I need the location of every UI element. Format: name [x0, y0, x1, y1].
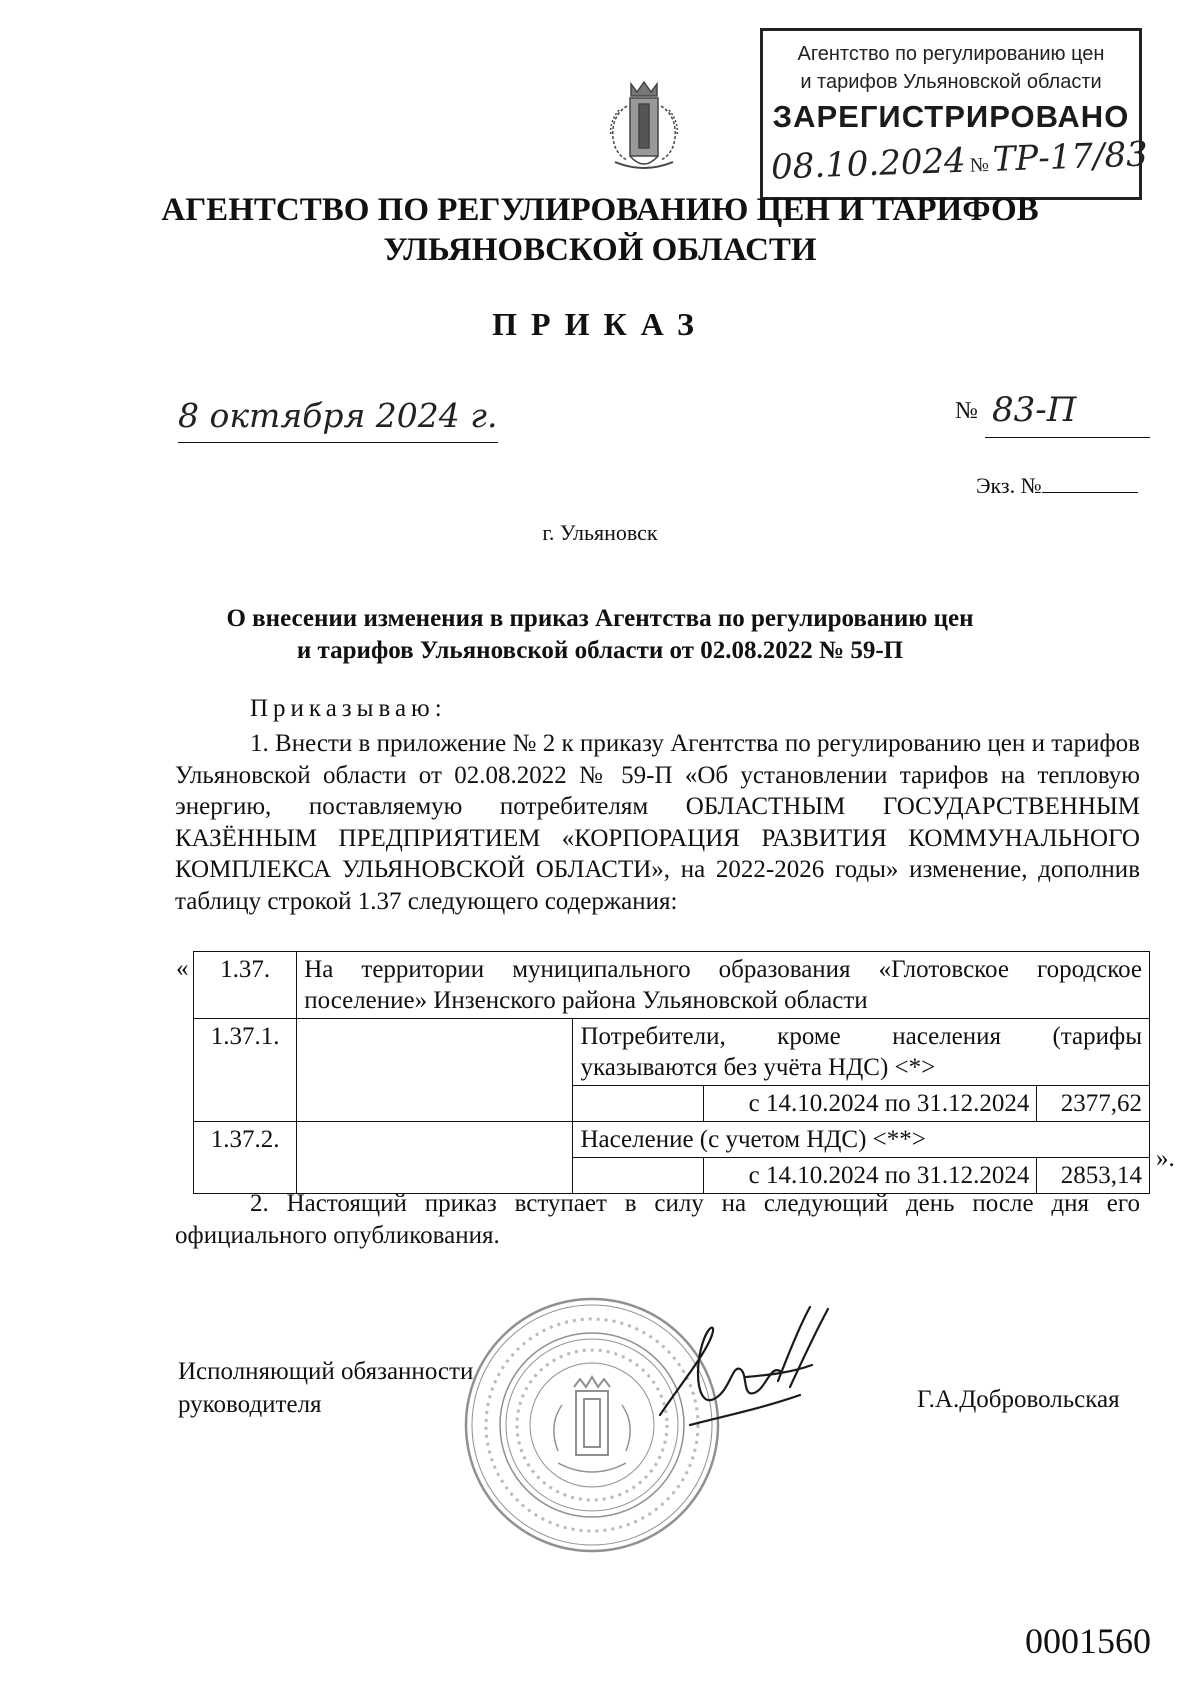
- table-quote-close: ».: [1156, 1145, 1175, 1172]
- paragraph-2: 2. Настоящий приказ вступает в силу на следующий день после дня его официального опубликования.: [175, 1190, 1140, 1249]
- consumer-category: Население (с учетом НДС) <**>: [573, 1122, 1150, 1158]
- tariff-value: 2377,62: [1037, 1086, 1150, 1122]
- order-subject: [0, 603, 1200, 667]
- registration-stamp: [760, 28, 1149, 200]
- agency-title: [0, 190, 1200, 270]
- copy-blank: [1042, 472, 1138, 493]
- order-number-sign: [955, 398, 985, 425]
- registration-stamp-line1: Агентство по регулированию цен: [797, 43, 1105, 65]
- empty-cell: [297, 1019, 573, 1122]
- number-underline: [985, 437, 1150, 438]
- row-number: 1.37.2.: [194, 1122, 297, 1194]
- empty-cell: [573, 1086, 703, 1122]
- table-quote-open: «: [176, 955, 189, 982]
- registration-date: 08.10.2024: [770, 140, 967, 188]
- signer-position: [178, 1355, 473, 1421]
- tariff-period: с 14.10.2024 по 31.12.2024: [703, 1086, 1037, 1122]
- order-date: 8 октября 2024 г.: [178, 396, 498, 435]
- tariff-value: 2853,14: [1037, 1158, 1150, 1194]
- table-row: [194, 1019, 1150, 1086]
- serial-number: 0001560: [1025, 1621, 1151, 1661]
- number-sign: №: [955, 398, 978, 424]
- registration-stamp-line2: и тарифов Ульяновской области: [800, 71, 1102, 93]
- registration-number-sign: №: [969, 153, 990, 177]
- table-row: [194, 952, 1150, 1019]
- document-type: ПРИКАЗ: [492, 306, 708, 342]
- order-number: 83-П: [992, 390, 1077, 430]
- signer-name: Г.А.Добровольская: [917, 1386, 1120, 1413]
- consumer-category: Потребители, кроме населения (тарифы указываются без учёта НДС) <*>: [573, 1019, 1150, 1086]
- copy-label: Экз. №: [976, 473, 1042, 498]
- subject-line2: и тарифов Ульяновской области от 02.08.2022 № 59-П: [296, 637, 904, 664]
- date-underline: [178, 442, 498, 443]
- table-row: [194, 1122, 1150, 1158]
- signer-position-line2: руководителя: [178, 1391, 322, 1418]
- territory-description: На территории муниципального образования «Глотовское городское поселение» Инзенского района Ульяновской области: [297, 952, 1150, 1019]
- registration-stamp-status: ЗАРЕГИСТРИРОВАНО: [772, 99, 1130, 134]
- order-verb: Приказываю:: [250, 695, 447, 722]
- signature-icon: [650, 1295, 860, 1465]
- row-number: 1.37.: [194, 952, 297, 1019]
- subject-line1: О внесении изменения в приказ Агентства по регулированию цен: [226, 605, 974, 632]
- tariff-period: с 14.10.2024 по 31.12.2024: [703, 1158, 1037, 1194]
- copy-number: [976, 472, 1138, 499]
- registration-number: ТР-17/83: [992, 134, 1149, 180]
- row-number: 1.37.1.: [194, 1019, 297, 1122]
- paragraph-1: 1. Внести в приложение № 2 к приказу Агентства по регулированию цен и тарифов Ульяновской области от 02.08.2022 № 59-П «Об установлении тарифов на тепловую энергию, поставляемую потребителям ОБЛАСТНЫМ ГОСУДАРСТВЕННЫМ КАЗЁННЫМ ПРЕДПРИЯТИЕМ «КОРПОРАЦИЯ РАЗВИТИЯ КОММУНАЛЬНОГО КОМПЛЕКСА УЛЬЯНОВСКОЙ ОБЛАСТИ», на 2022-2026 годы» изменение, дополнив таблицу строкой 1.37 следующего содержания:: [175, 730, 1140, 915]
- agency-title-line1: АГЕНТСТВО ПО РЕГУЛИРОВАНИЮ ЦЕН И ТАРИФОВ: [161, 192, 1039, 228]
- tariff-table: [193, 951, 1150, 1194]
- empty-cell: [297, 1122, 573, 1194]
- registration-stamp-handwriting: [770, 134, 1148, 187]
- signer-position-line1: Исполняющий обязанности: [178, 1358, 474, 1385]
- city: г. Ульяновск: [542, 520, 658, 545]
- coat-of-arms-icon: [601, 76, 687, 176]
- agency-title-line2: УЛЬЯНОВСКОЙ ОБЛАСТИ: [383, 232, 817, 268]
